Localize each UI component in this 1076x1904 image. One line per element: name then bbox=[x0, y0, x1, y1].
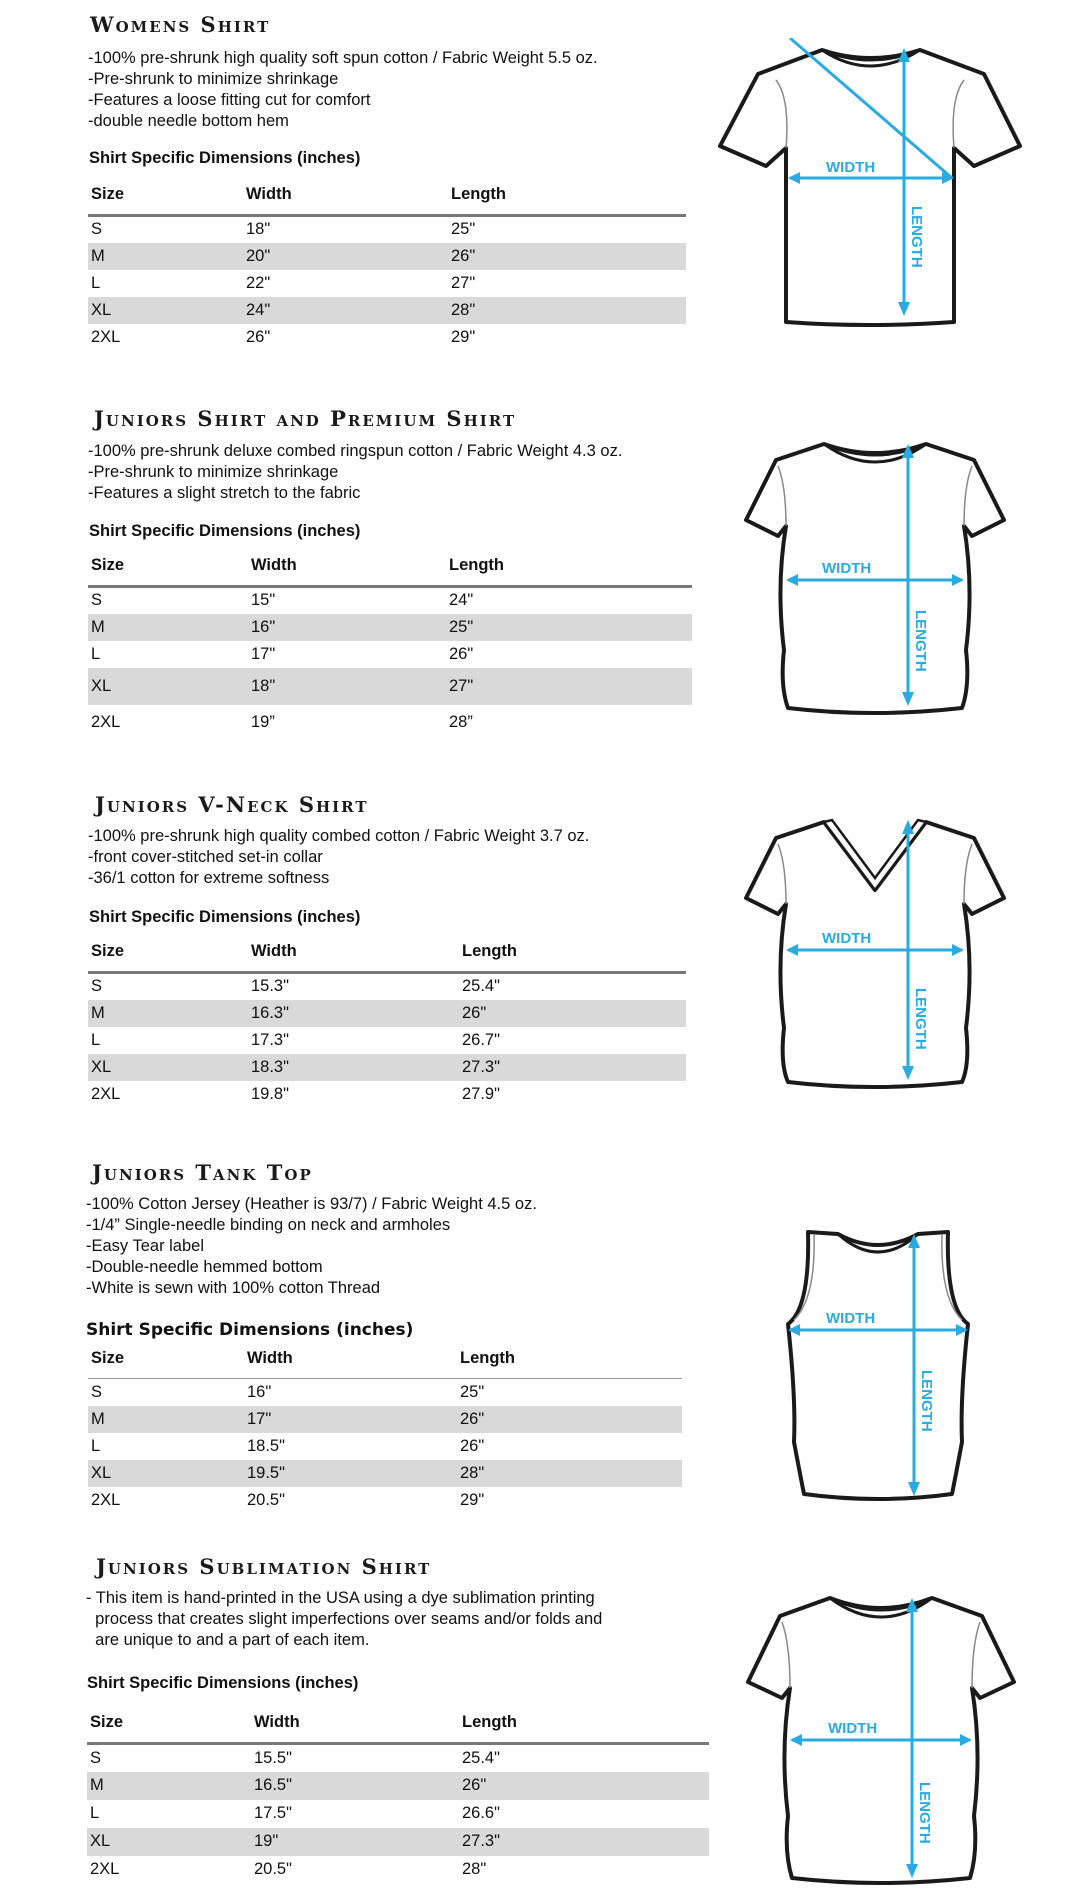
header-size: Size bbox=[91, 184, 125, 203]
header-width: Width bbox=[254, 1712, 300, 1731]
table-row bbox=[88, 668, 692, 705]
feature-item: -100% pre-shrunk high quality combed cotton / Fabric Weight 3.7 oz. bbox=[88, 827, 590, 845]
table-header-row bbox=[88, 1344, 682, 1379]
feature-item: -36/1 cotton for extreme softness bbox=[88, 869, 330, 887]
feature-item: -1/4” Single-needle binding on neck and armholes bbox=[86, 1216, 451, 1234]
cell-width: 24" bbox=[243, 297, 448, 324]
cell-length: 25.4" bbox=[462, 977, 500, 996]
cell-width: 26" bbox=[246, 327, 271, 346]
table-row bbox=[88, 614, 692, 641]
section-title: Juniors Sublimation Shirt bbox=[96, 1554, 432, 1579]
cell-width: 17" bbox=[244, 1406, 457, 1433]
cell-length: 29" bbox=[460, 1490, 485, 1509]
cell-size: L bbox=[90, 1804, 100, 1822]
cell-size: M bbox=[88, 243, 243, 270]
header-size: Size bbox=[91, 555, 125, 574]
table-row bbox=[87, 1800, 709, 1828]
feature-item: -Features a slight stretch to the fabric bbox=[88, 484, 361, 502]
length-label: LENGTH bbox=[908, 206, 925, 268]
cell-size: XL bbox=[87, 1828, 251, 1856]
section-juniors-shirt bbox=[0, 398, 1076, 768]
table-row bbox=[88, 1081, 686, 1108]
tank-top-icon bbox=[778, 1228, 978, 1508]
cell-width: 19.5" bbox=[244, 1460, 457, 1487]
cell-size: M bbox=[88, 1000, 248, 1027]
cell-length: 26.7" bbox=[462, 1030, 500, 1049]
header-width: Width bbox=[246, 184, 292, 203]
cell-size: M bbox=[88, 614, 248, 641]
feature-item: process that creates slight imperfections over seams and/or folds and bbox=[86, 1610, 603, 1628]
cell-size: S bbox=[90, 1748, 102, 1767]
cell-width: 18.5" bbox=[247, 1436, 285, 1455]
juniors-tshirt-icon bbox=[742, 436, 1008, 724]
cell-length: 27.3" bbox=[459, 1054, 686, 1081]
dimensions-title: Shirt Specific Dimensions (inches) bbox=[89, 908, 361, 926]
cell-size: 2XL bbox=[91, 1084, 121, 1103]
cell-width: 18" bbox=[246, 220, 271, 239]
feature-list bbox=[88, 48, 598, 132]
cell-width: 15" bbox=[251, 591, 276, 610]
length-label: LENGTH bbox=[912, 610, 929, 672]
header-size: Size bbox=[90, 1712, 124, 1731]
cell-width: 18.3" bbox=[248, 1054, 459, 1081]
cell-length: 26" bbox=[457, 1406, 682, 1433]
feature-item: -Features a loose fitting cut for comfort bbox=[88, 91, 371, 109]
cell-width: 19" bbox=[251, 1828, 459, 1856]
cell-size: XL bbox=[88, 297, 243, 324]
feature-item: - This item is hand-printed in the USA using a dye sublimation printing bbox=[86, 1589, 595, 1607]
cell-length: 24" bbox=[449, 591, 474, 610]
section-title: Juniors V-Neck Shirt bbox=[95, 792, 369, 817]
section-title: Juniors Shirt and Premium Shirt bbox=[94, 406, 517, 431]
table-row bbox=[88, 297, 686, 324]
cell-width: 22" bbox=[246, 273, 271, 292]
cell-length: 25" bbox=[451, 220, 476, 239]
table-row bbox=[87, 1828, 709, 1856]
cell-size: M bbox=[87, 1772, 251, 1800]
cell-length: 25.4" bbox=[462, 1748, 500, 1767]
cell-length: 28” bbox=[446, 705, 692, 741]
cell-length: 28" bbox=[448, 297, 686, 324]
cell-size: 2XL bbox=[91, 1490, 121, 1509]
table-header-row bbox=[88, 937, 686, 973]
feature-list bbox=[88, 441, 622, 504]
cell-size: XL bbox=[88, 668, 248, 705]
feature-item: -front cover-stitched set-in collar bbox=[88, 848, 323, 866]
cell-size: S bbox=[91, 591, 103, 610]
section-juniors-tank-top bbox=[0, 1152, 1076, 1522]
feature-item: are unique to and a part of each item. bbox=[86, 1631, 370, 1649]
header-length: Length bbox=[449, 555, 504, 574]
table-row bbox=[88, 1487, 682, 1514]
feature-item: -double needle bottom hem bbox=[88, 112, 289, 130]
dimensions-title: Shirt Specific Dimensions (inches) bbox=[89, 149, 361, 167]
cell-length: 27" bbox=[446, 668, 692, 705]
size-table bbox=[88, 937, 686, 1108]
cell-length: 26" bbox=[460, 1436, 485, 1455]
table-row bbox=[88, 1027, 686, 1054]
cell-length: 26" bbox=[449, 644, 474, 663]
header-length: Length bbox=[460, 1348, 515, 1367]
table-row bbox=[87, 1772, 709, 1800]
section-womens-shirt bbox=[0, 0, 1076, 380]
cell-length: 26.6" bbox=[462, 1804, 500, 1822]
table-row bbox=[87, 1744, 709, 1772]
feature-item: -Pre-shrunk to minimize shrinkage bbox=[88, 463, 339, 481]
cell-width: 20.5" bbox=[254, 1860, 292, 1878]
table-row bbox=[88, 1000, 686, 1027]
cell-width: 17" bbox=[251, 644, 276, 663]
cell-size: S bbox=[91, 1382, 103, 1401]
cell-size: XL bbox=[88, 1460, 244, 1487]
cell-size: S bbox=[91, 977, 103, 996]
table-row bbox=[88, 1406, 682, 1433]
width-label: WIDTH bbox=[828, 1720, 878, 1737]
length-label: LENGTH bbox=[916, 1782, 933, 1844]
section-title: Juniors Tank Top bbox=[92, 1160, 313, 1185]
cell-width: 19” bbox=[248, 705, 446, 741]
width-label: WIDTH bbox=[822, 930, 872, 947]
size-table bbox=[88, 180, 686, 351]
cell-size: 2XL bbox=[90, 1860, 120, 1878]
length-label: LENGTH bbox=[918, 1370, 935, 1432]
cell-width: 15.5" bbox=[254, 1748, 292, 1767]
feature-item: -100% Cotton Jersey (Heather is 93/7) / Fabric Weight 4.5 oz. bbox=[86, 1195, 537, 1213]
dimensions-title: Shirt Specific Dimensions (inches) bbox=[86, 1320, 414, 1340]
feature-item: -100% pre-shrunk high quality soft spun cotton / Fabric Weight 5.5 oz. bbox=[88, 49, 598, 67]
cell-width: 16.5" bbox=[251, 1772, 459, 1800]
header-size: Size bbox=[91, 941, 125, 960]
header-length: Length bbox=[462, 941, 517, 960]
header-width: Width bbox=[251, 941, 297, 960]
feature-list bbox=[86, 1194, 537, 1299]
cell-length: 26" bbox=[459, 1000, 686, 1027]
table-row bbox=[88, 1054, 686, 1081]
table-row bbox=[88, 216, 686, 243]
table-row bbox=[88, 270, 686, 297]
cell-length: 25" bbox=[460, 1382, 485, 1401]
cell-size: L bbox=[91, 644, 101, 663]
table-row bbox=[88, 587, 692, 614]
cell-length: 28" bbox=[462, 1860, 487, 1878]
cell-length: 26" bbox=[459, 1772, 709, 1800]
table-header-row bbox=[88, 551, 692, 587]
feature-item: -Double-needle hemmed bottom bbox=[86, 1258, 323, 1276]
vneck-shirt-icon bbox=[742, 814, 1008, 1098]
table-row bbox=[88, 1433, 682, 1460]
cell-length: 29" bbox=[451, 327, 476, 346]
feature-list bbox=[88, 826, 589, 889]
feature-list bbox=[86, 1588, 602, 1651]
cell-width: 16" bbox=[248, 614, 446, 641]
table-row bbox=[87, 1856, 709, 1884]
section-juniors-vneck bbox=[0, 784, 1076, 1134]
cell-width: 20.5" bbox=[247, 1490, 285, 1509]
womens-tshirt-icon bbox=[718, 38, 1026, 338]
cell-length: 25" bbox=[446, 614, 692, 641]
table-row bbox=[88, 324, 686, 351]
cell-length: 28" bbox=[457, 1460, 682, 1487]
table-row bbox=[88, 705, 692, 741]
size-table bbox=[88, 551, 692, 741]
table-row bbox=[88, 1379, 682, 1406]
section-juniors-sublimation bbox=[0, 1546, 1076, 1904]
table-header-row bbox=[88, 180, 686, 216]
cell-size: XL bbox=[88, 1054, 248, 1081]
length-label: LENGTH bbox=[912, 988, 929, 1050]
cell-size: M bbox=[88, 1406, 244, 1433]
table-row bbox=[88, 243, 686, 270]
cell-length: 27.9" bbox=[462, 1084, 500, 1103]
cell-width: 19.8" bbox=[251, 1084, 289, 1103]
cell-size: L bbox=[91, 1030, 101, 1049]
section-title: Womens Shirt bbox=[90, 12, 271, 37]
feature-item: -Easy Tear label bbox=[86, 1237, 205, 1255]
width-label: WIDTH bbox=[826, 159, 876, 176]
cell-size: 2XL bbox=[88, 705, 248, 741]
header-size: Size bbox=[91, 1348, 125, 1367]
cell-length: 27" bbox=[451, 273, 476, 292]
size-table bbox=[87, 1708, 709, 1884]
table-row bbox=[88, 1460, 682, 1487]
cell-width: 17.5" bbox=[254, 1804, 292, 1822]
feature-item: -Pre-shrunk to minimize shrinkage bbox=[88, 70, 339, 88]
width-label: WIDTH bbox=[826, 1310, 876, 1327]
cell-width: 17.3" bbox=[251, 1030, 289, 1049]
header-width: Width bbox=[247, 1348, 293, 1367]
cell-size: 2XL bbox=[91, 327, 121, 346]
sublimation-shirt-icon bbox=[744, 1590, 1018, 1894]
cell-size: L bbox=[91, 1436, 101, 1455]
width-label: WIDTH bbox=[822, 560, 872, 577]
cell-length: 27.3" bbox=[459, 1828, 709, 1856]
table-row bbox=[88, 973, 686, 1000]
feature-item: -100% pre-shrunk deluxe combed ringspun cotton / Fabric Weight 4.3 oz. bbox=[88, 442, 623, 460]
table-header-row bbox=[87, 1708, 709, 1744]
cell-width: 18" bbox=[248, 668, 446, 705]
cell-width: 16" bbox=[247, 1382, 272, 1401]
feature-item: -White is sewn with 100% cotton Thread bbox=[86, 1279, 381, 1297]
dimensions-title: Shirt Specific Dimensions (inches) bbox=[89, 522, 361, 540]
dimensions-title: Shirt Specific Dimensions (inches) bbox=[87, 1674, 359, 1692]
cell-length: 26" bbox=[448, 243, 686, 270]
cell-width: 16.3" bbox=[248, 1000, 459, 1027]
cell-width: 20" bbox=[243, 243, 448, 270]
cell-width: 15.3" bbox=[251, 977, 289, 996]
size-table bbox=[88, 1344, 682, 1514]
header-length: Length bbox=[451, 184, 506, 203]
cell-size: S bbox=[91, 220, 103, 239]
header-length: Length bbox=[462, 1712, 517, 1731]
cell-size: L bbox=[91, 273, 101, 292]
header-width: Width bbox=[251, 555, 297, 574]
table-row bbox=[88, 641, 692, 668]
